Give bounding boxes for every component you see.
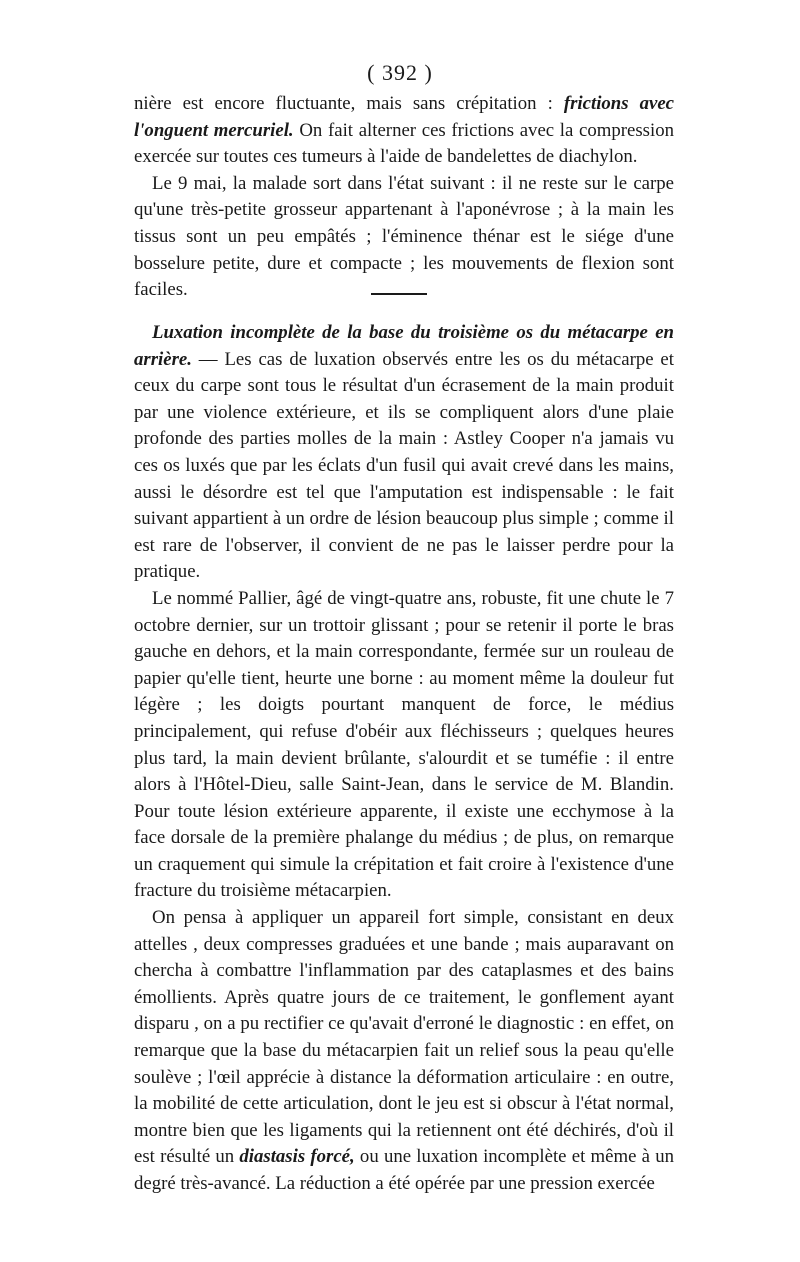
italic-phrase: Luxation incomplète de la base du troisième os du métacarpe en arrière. xyxy=(134,322,674,370)
text-block-section xyxy=(134,320,674,1198)
text-run: On fait alterner ces frictions avec la compression exercée sur toutes ces tumeurs à l'aide de bandelettes de diachylon. xyxy=(134,119,674,168)
text-run: Le nommé Pallier, âgé de vingt-quatre ans, robuste, fit une chute le 7 octobre dernier, sur un trottoir glissant ; pour se retenir il porte le bras gauche en dehors, et la main correspondante, fermée sur un rouleau de papier qu'elle tient, heurte une borne : au moment même la douleur fut légère ; les doigts pourtant manquent de force, le médius principalement, qui refuse d'obéir aux fléchisseurs ; quelques heures plus tard, la main devient brûlante, s'alourdit et se tuméfie : il entre alors à l'Hôtel-Dieu, salle Saint-Jean, dans le service de M. Blandin. Pour toute lésion extérieure apparente, il existe une ecchymose à la face dorsale de la première phalange du médius ; de plus, on remarque un craquement qui simule la crépitation et fait croire à l'existence d'une fracture du troisième métacarpien. xyxy=(134,587,674,902)
paragraph xyxy=(134,171,674,304)
text-run: — Les cas de luxation observés entre les os du métacarpe et ceux du carpe sont tous le résultat d'un écrasement de la main produit par une violence extérieure, et ils se compliquent alors d'une plaie profonde des parties molles de la main : Astley Cooper n'a jamais vu ces os luxés que par les éclats d'un fusil qui avait crevé dans les mains, aussi le désordre est tel que l'amputation est indispensable : le fait suivant appartient à un ordre de lésion beaucoup plus simple ; comme il est rare de l'observer, il convient de ne pas le laisser perdre pour la pratique. xyxy=(134,348,674,583)
paragraph xyxy=(134,586,674,905)
text-block-top xyxy=(134,91,674,304)
paragraph xyxy=(134,91,674,171)
paragraph xyxy=(134,320,674,586)
text-run: Le 9 mai, la malade sort dans l'état suivant : il ne reste sur le carpe qu'une très-petite grosseur appartenant à l'aponévrose ; à la main les tissus sont un peu empâtés ; l'éminence thénar est le siége d'une bosselure petite, dure et compacte ; les mouvements de flexion sont faciles. xyxy=(134,172,674,301)
italic-phrase: frictions avec l'onguent mercuriel. xyxy=(134,93,674,141)
section-divider xyxy=(371,293,427,295)
text-run: On pensa à appliquer un appareil fort simple, consistant en deux attelles , deux compresses graduées et une bande ; mais auparavant on chercha à combattre l'inflammation par des cataplasmes et des bains émollients. Après quatre jours de ce traitement, le gonflement ayant disparu , on a pu rectifier ce qu'avait d'erroné le diagnostic : en effet, on remarque que la base du métacarpien fait un relief sous la peau qu'elle soulève ; l'œil apprécie à distance la déformation articulaire : en outre, la mobilité de cette articulation, dont le jeu est si obscur à l'état normal, montre bien que les ligaments qui la retiennent ont été déchirés, d'où il est résulté un xyxy=(134,907,674,1168)
paragraph xyxy=(134,905,674,1198)
text-run: ou une luxation incomplète et même à un degré très-avancé. La réduction a été opérée par une pression exercée xyxy=(134,1146,674,1194)
text-run: nière est encore fluctuante, mais sans crépitation : xyxy=(134,93,564,114)
page-number: ( 392 ) xyxy=(367,60,433,85)
italic-phrase: diastasis forcé, xyxy=(239,1146,355,1168)
